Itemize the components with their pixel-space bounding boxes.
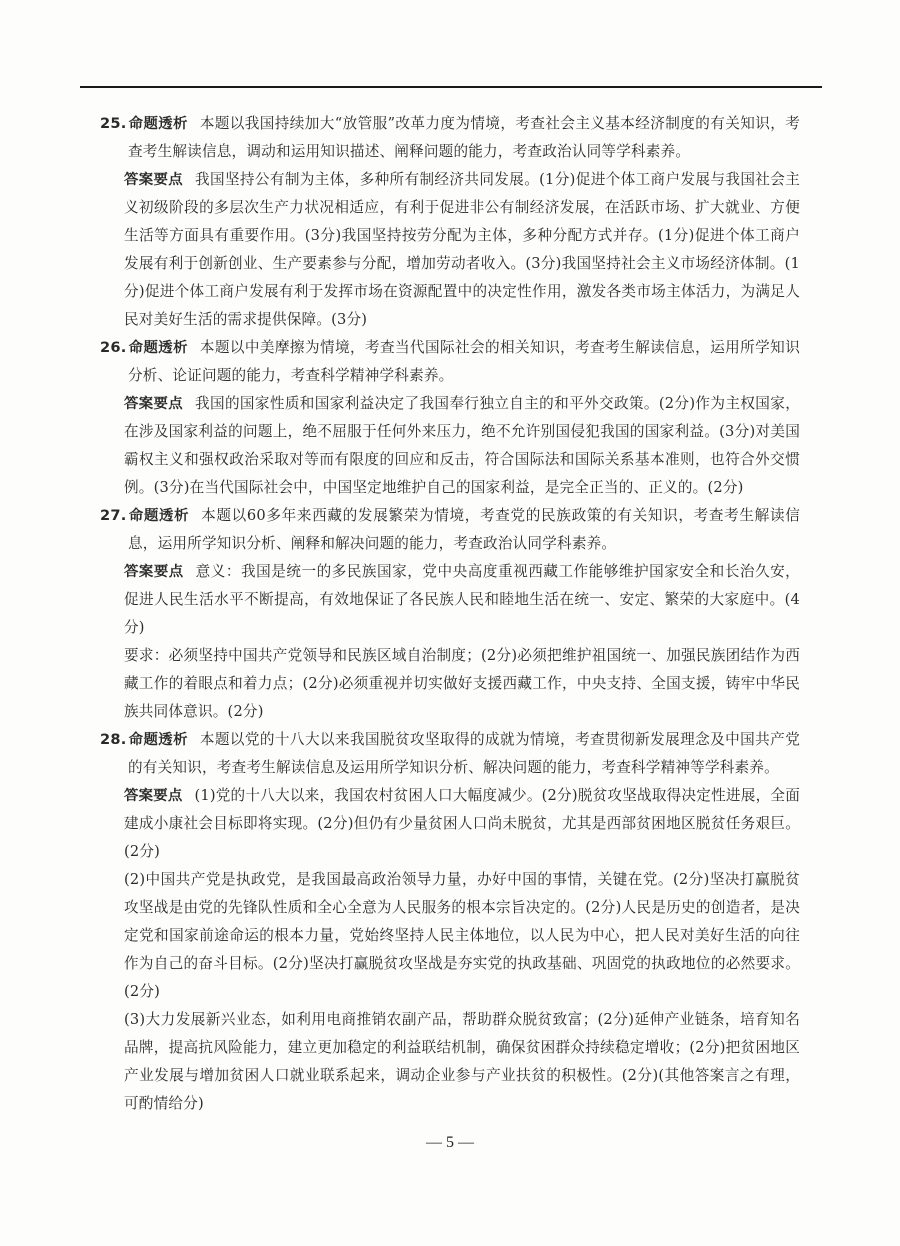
- analysis-label: 命题透析: [128, 340, 188, 356]
- question-25-answer: [100, 166, 800, 334]
- analysis-label: 命题透析: [128, 508, 190, 524]
- answer-content: [100, 110, 800, 1118]
- answer-label: 答案要点: [124, 396, 184, 412]
- question-28-analysis: [100, 726, 800, 782]
- answer-text: 意义：我国是统一的多民族国家，党中央高度重视西藏工作能够维护国家安全和长治久安，促进人民生活水平不断提高，有效地保证了各民族人民和睦地生活在统一、安定、繁荣的大家庭中。(4分): [124, 563, 800, 636]
- question-number: 25.: [100, 115, 127, 132]
- question-26-analysis: [100, 334, 800, 390]
- question-27-analysis: [100, 502, 800, 558]
- question-26-answer: [100, 390, 800, 502]
- answer-label: 答案要点: [124, 564, 184, 580]
- answer-label: 答案要点: [124, 172, 184, 188]
- question-28: [100, 726, 800, 1118]
- question-number: 28.: [100, 731, 127, 748]
- answer-text: 我国的国家性质和国家利益决定了我国奉行独立自主的和平外交政策。(2分)作为主权国家，在涉及国家利益的问题上，绝不屈服于任何外来压力，绝不允许别国侵犯我国的国家利益。(3分)对美国霸权主义和强权政治采取对等而有限度的回应和反击，符合国际法和国际关系基本准则，也符合外交惯例。(3分)在当代国际社会中，中国坚定地维护自己的国家利益，是完全正当的、正义的。(2分): [124, 395, 800, 496]
- answer-text: 我国坚持公有制为主体，多种所有制经济共同发展。(1分)促进个体工商户发展与我国社会主义初级阶段的多层次生产力状况相适应，有利于促进非公有制经济发展，在活跃市场、扩大就业、方便生活等方面具有重要作用。(3分)我国坚持按劳分配为主体，多种分配方式并存。(1分)促进个体工商户发展有利于创新创业、生产要素参与分配，增加劳动者收入。(3分)我国坚持社会主义市场经济体制。(1分)促进个体工商户发展有利于发挥市场在资源配置中的决定性作用，激发各类市场主体活力，为满足人民对美好生活的需求提供保障。(3分): [124, 171, 800, 328]
- analysis-text: 本题以中美摩擦为情境，考查当代国际社会的相关知识，考查考生解读信息，运用所学知识分析、论证问题的能力，考查科学精神学科素养。: [128, 339, 800, 384]
- question-27-answer: [100, 558, 800, 642]
- analysis-text: 本题以60多年来西藏的发展繁荣为情境，考查党的民族政策的有关知识，考查考生解读信息，运用所学知识分析、阐释和解决问题的能力，考查政治认同学科素养。: [128, 507, 800, 552]
- question-28-answer: [100, 782, 800, 866]
- question-25-analysis: [100, 110, 800, 166]
- page-number: — 5 —: [426, 1134, 474, 1151]
- question-28-part-2: (2)中国共产党是执政党，是我国最高政治领导力量，办好中国的事情，关键在党。(2分)坚决打赢脱贫攻坚战是由党的先锋队性质和全心全意为人民服务的根本宗旨决定的。(2分)人民是历史的创造者，是决定党和国家前途命运的根本力量，党始终坚持人民主体地位，以人民为中心，把人民对美好生活的向往作为自己的奋斗目标。(2分)坚决打赢脱贫攻坚战是夯实党的执政基础、巩固党的执政地位的必然要求。(2分): [124, 871, 800, 1000]
- analysis-label: 命题透析: [128, 732, 188, 748]
- header-rule: [80, 86, 822, 88]
- question-25: [100, 110, 800, 334]
- analysis-text: 本题以我国持续加大“放管服”改革力度为情境，考查社会主义基本经济制度的有关知识，考查考生解读信息，调动和运用知识描述、阐释问题的能力，考查政治认同等学科素养。: [128, 115, 800, 160]
- question-28-part-3: (3)大力发展新兴业态，如利用电商推销农副产品，帮助群众脱贫致富；(2分)延伸产业链条，培育知名品牌，提高抗风险能力，建立更加稳定的利益联结机制，确保贫困群众持续稳定增收；(2分)把贫困地区产业发展与增加贫困人口就业联系起来，调动企业参与产业扶贫的积极性。(2分)(其他答案言之有理，可酌情给分): [124, 1011, 800, 1112]
- answer-label: 答案要点: [124, 788, 183, 804]
- question-27-requirement: 要求：必须坚持中国共产党领导和民族区域自治制度；(2分)必须把维护祖国统一、加强民族团结作为西藏工作的着眼点和着力点；(2分)必须重视并切实做好支援西藏工作，中央支持、全国支援，铸牢中华民族共同体意识。(2分): [124, 647, 800, 720]
- question-number: 27.: [100, 507, 127, 524]
- analysis-label: 命题透析: [128, 116, 188, 132]
- question-number: 26.: [100, 339, 127, 356]
- answer-text: (1)党的十八大以来，我国农村贫困人口大幅度减少。(2分)脱贫攻坚战取得决定性进展，全面建成小康社会目标即将实现。(2分)但仍有少量贫困人口尚未脱贫，尤其是西部贫困地区脱贫任务艰巨。(2分): [124, 787, 800, 860]
- question-27: [100, 502, 800, 726]
- analysis-text: 本题以党的十八大以来我国脱贫攻坚取得的成就为情境，考查贯彻新发展理念及中国共产党的有关知识，考查考生解读信息及运用所学知识分析、解决问题的能力，考查科学精神等学科素养。: [128, 731, 800, 776]
- question-26: [100, 334, 800, 502]
